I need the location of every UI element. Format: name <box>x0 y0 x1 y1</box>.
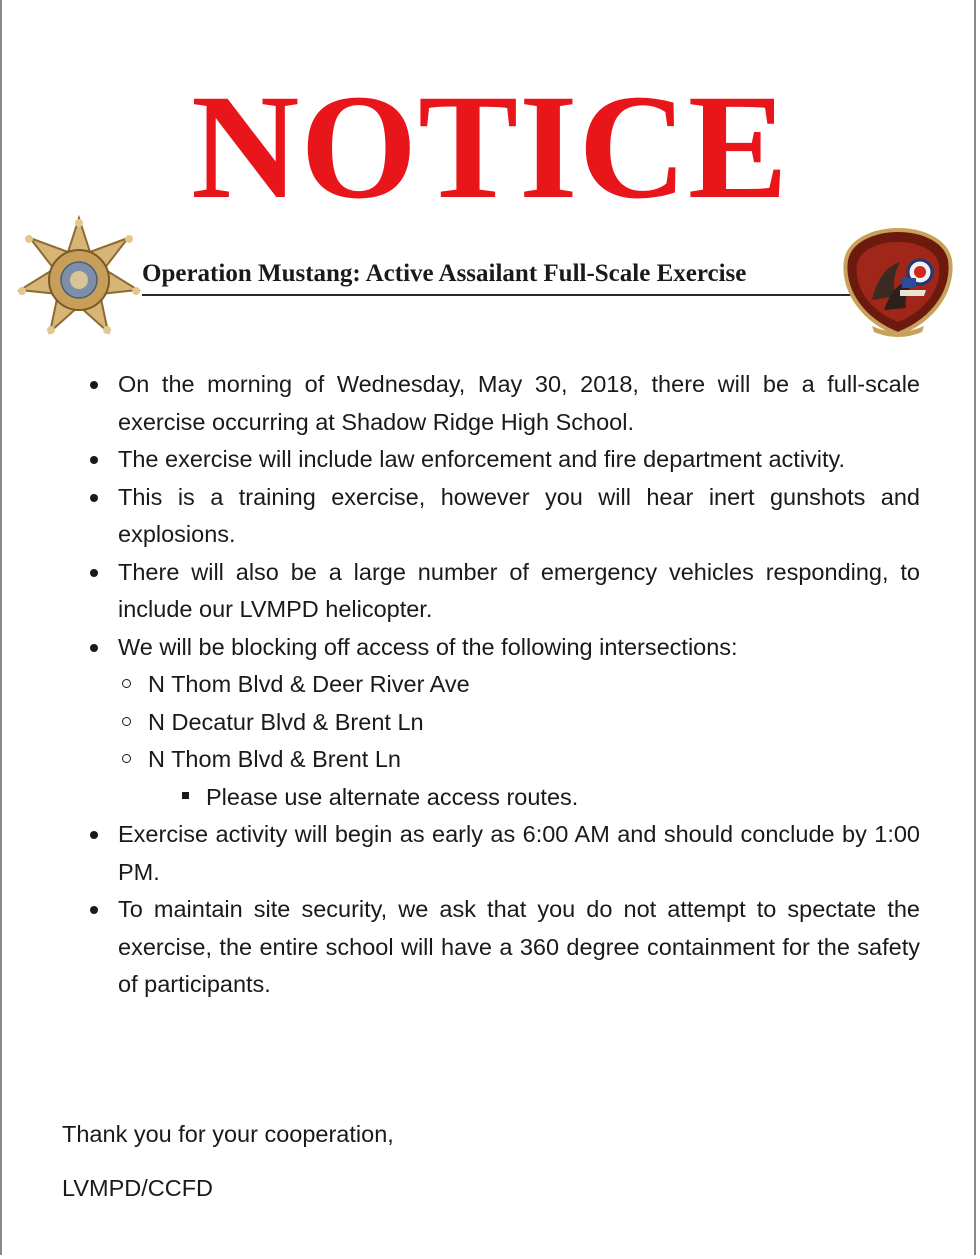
list-item <box>90 441 920 479</box>
bullet-icon <box>90 381 98 389</box>
fire-department-badge-icon <box>842 226 954 338</box>
police-star-badge-icon <box>16 214 142 340</box>
notice-bullet-list-continued <box>90 816 920 1004</box>
bullet-icon <box>90 831 98 839</box>
intersection-note-text: Please use alternate access routes. <box>206 783 579 810</box>
list-item-text: To maintain site security, we ask that you do not attempt to spectate the exercise, the entire school will have a 360 degree containment for the safety of participants. <box>118 896 920 997</box>
closing-line: Thank you for your cooperation, <box>62 1121 394 1147</box>
bullet-icon <box>90 569 98 577</box>
list-item-text: This is a training exercise, however you will hear inert gunshots and explosions. <box>118 483 920 547</box>
list-item-text: We will be blocking off access of the following intersections: <box>118 633 738 660</box>
list-item-text: On the morning of Wednesday, May 30, 2018, there will be a full-scale exercise occurring at Shadow Ridge High School. <box>118 371 920 435</box>
list-item <box>90 891 920 1004</box>
intersection-item <box>90 741 920 779</box>
list-item <box>90 479 920 554</box>
intersection-list <box>90 666 920 779</box>
list-item-text: The exercise will include law enforcement and fire department activity. <box>118 446 846 472</box>
intersection-text: N Thom Blvd & Brent Ln <box>148 746 401 772</box>
hollow-bullet-icon <box>122 754 131 763</box>
subtitle-divider <box>142 294 870 296</box>
list-item-text: There will also be a large number of emergency vehicles responding, to include our LVMPD helicopter. <box>118 558 920 622</box>
notice-bullet-list <box>90 366 920 666</box>
hollow-bullet-icon <box>122 717 131 726</box>
intersection-note-list <box>90 779 920 817</box>
intersection-note-item <box>90 779 920 817</box>
intersection-item <box>90 666 920 704</box>
list-item <box>90 629 920 667</box>
bullet-icon <box>90 494 98 502</box>
notice-title: NOTICE <box>191 64 789 230</box>
square-bullet-icon <box>182 792 189 799</box>
list-item <box>90 554 920 629</box>
list-item <box>90 366 920 441</box>
bullet-icon <box>90 456 98 464</box>
intersection-text: N Thom Blvd & Deer River Ave <box>148 671 470 697</box>
notice-content <box>90 366 920 1004</box>
list-item <box>90 816 920 891</box>
exercise-subtitle: Operation Mustang: Active Assailant Full-Scale Exercise <box>142 260 747 287</box>
bullet-icon <box>90 644 98 652</box>
bullet-icon <box>90 906 98 914</box>
intersection-text: N Decatur Blvd & Brent Ln <box>148 708 424 735</box>
hollow-bullet-icon <box>122 679 131 688</box>
list-item-text: Exercise activity will begin as early as 6:00 AM and should conclude by 1:00 PM. <box>118 821 920 885</box>
intersection-item <box>90 704 920 742</box>
signature: LVMPD/CCFD <box>62 1175 214 1201</box>
